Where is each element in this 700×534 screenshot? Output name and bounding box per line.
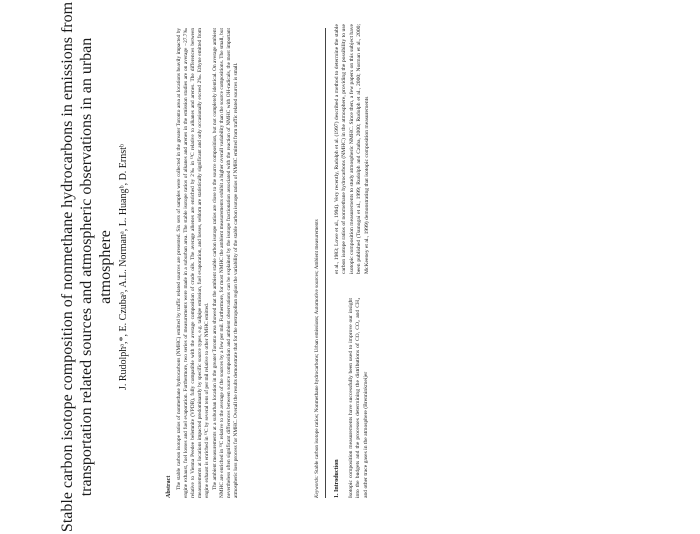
section-divider bbox=[325, 28, 326, 498]
abstract-paragraph-1: The stable carbon isotope ratios of nonmethane hydrocarbons (NMHC) emitted by traffic related sources are presented. Six sets of samples were collected in the greater Toronto area at locations heavily impacted by engine exhaust, fuel losses and fuel evaporation. Furthermore, two series of measurements were made in a suburban area. The stable isotope ratios of alkanes and arenes in the emission studies are on average −27.7‰ relative to Vienna Peedee belemnite (VPDB), fully compatible with the average composition of crude oils. The average alkenes are enriched by 2‰ in ¹³C relative to alkanes and arenes. The differences between measurements at locations impacted predominantly by specific source types, e.g. tailpipe emission, fuel evaporation, and losses, seldom are statistically significant and only occasionally exceed 2‰. Ethyne emitted from engine exhaust is enriched in ¹³C by several tens of per mil relative to other NMHC emitted. bbox=[176, 28, 210, 498]
paper-title: Stable carbon isotope composition of nonmethane hydrocarbons in emissions from transportation related sources and atmospheric observations in an urban atmosphere bbox=[59, 1, 114, 533]
keywords-label: Keywords: bbox=[314, 475, 320, 498]
abstract-heading: Abstract bbox=[166, 475, 172, 498]
introduction-heading: 1. Introduction bbox=[334, 459, 340, 498]
keywords bbox=[314, 28, 321, 498]
abstract bbox=[176, 28, 241, 498]
keywords-text: Stable carbon isotope ratios; Nonmethane hydrocarbons; Urban emissions; Automotive sources; Ambient measurements bbox=[314, 219, 320, 474]
introduction-right-column: et al., 1983; Lowe et al., 1994). Very recently, Rudolph et al. (1997) described a method to determine the stable carbon isotope ratios of nonmethane hydrocarbons (NMHC) in the atmosphere, providing the possibility to use isotopic composition measurements to study atmospheric NMHC. Since then, a few papers on this subject have been published (Tsunogai et al., 1999; Rudolph and Czuba, 2000; Rudolph et al., 2000; Norman et al., 2000; McKeeney et al., 1999) demonstrating that isotopic composition measurements bbox=[334, 24, 370, 274]
introduction-left-column: Isotopic composition measurements have successfully been used to improve our insight into the budgets and the processes determining the distributions of CO, CO₂ and CH₄ and other trace gases in the atmosphere (Brenninkmeijer bbox=[348, 298, 369, 498]
abstract-paragraph-2: The ambient measurements at a suburban location in the greater Toronto area showed that the ambient stable carbon isotope ratios are close to the source composition, but not completely identical. On average ambient NMHC are enriched in ¹³C relative to the average of the sources by a few per mil. Furthermore, for most NMHC the ambient measurements exhibit a higher overall variability than the source compositions. The small, but nevertheless often significant differences between source composition and ambient observations can be explained by the isotope fractionation associated with the reaction of NMHC with OH-radicals, the most important atmospheric loss process for NMHC. Overall the results demonstrate that for the metropolitan region the variability of the stable carbon isotope ratios of NMHC emitted from traffic related sources is small. bbox=[212, 28, 239, 498]
author-list: J. Rudolphᵃ,*, E. Czubaᵃ, A.L. Normanᵃ, L. Huangᵇ, D. Ernstᵇ bbox=[118, 143, 129, 391]
